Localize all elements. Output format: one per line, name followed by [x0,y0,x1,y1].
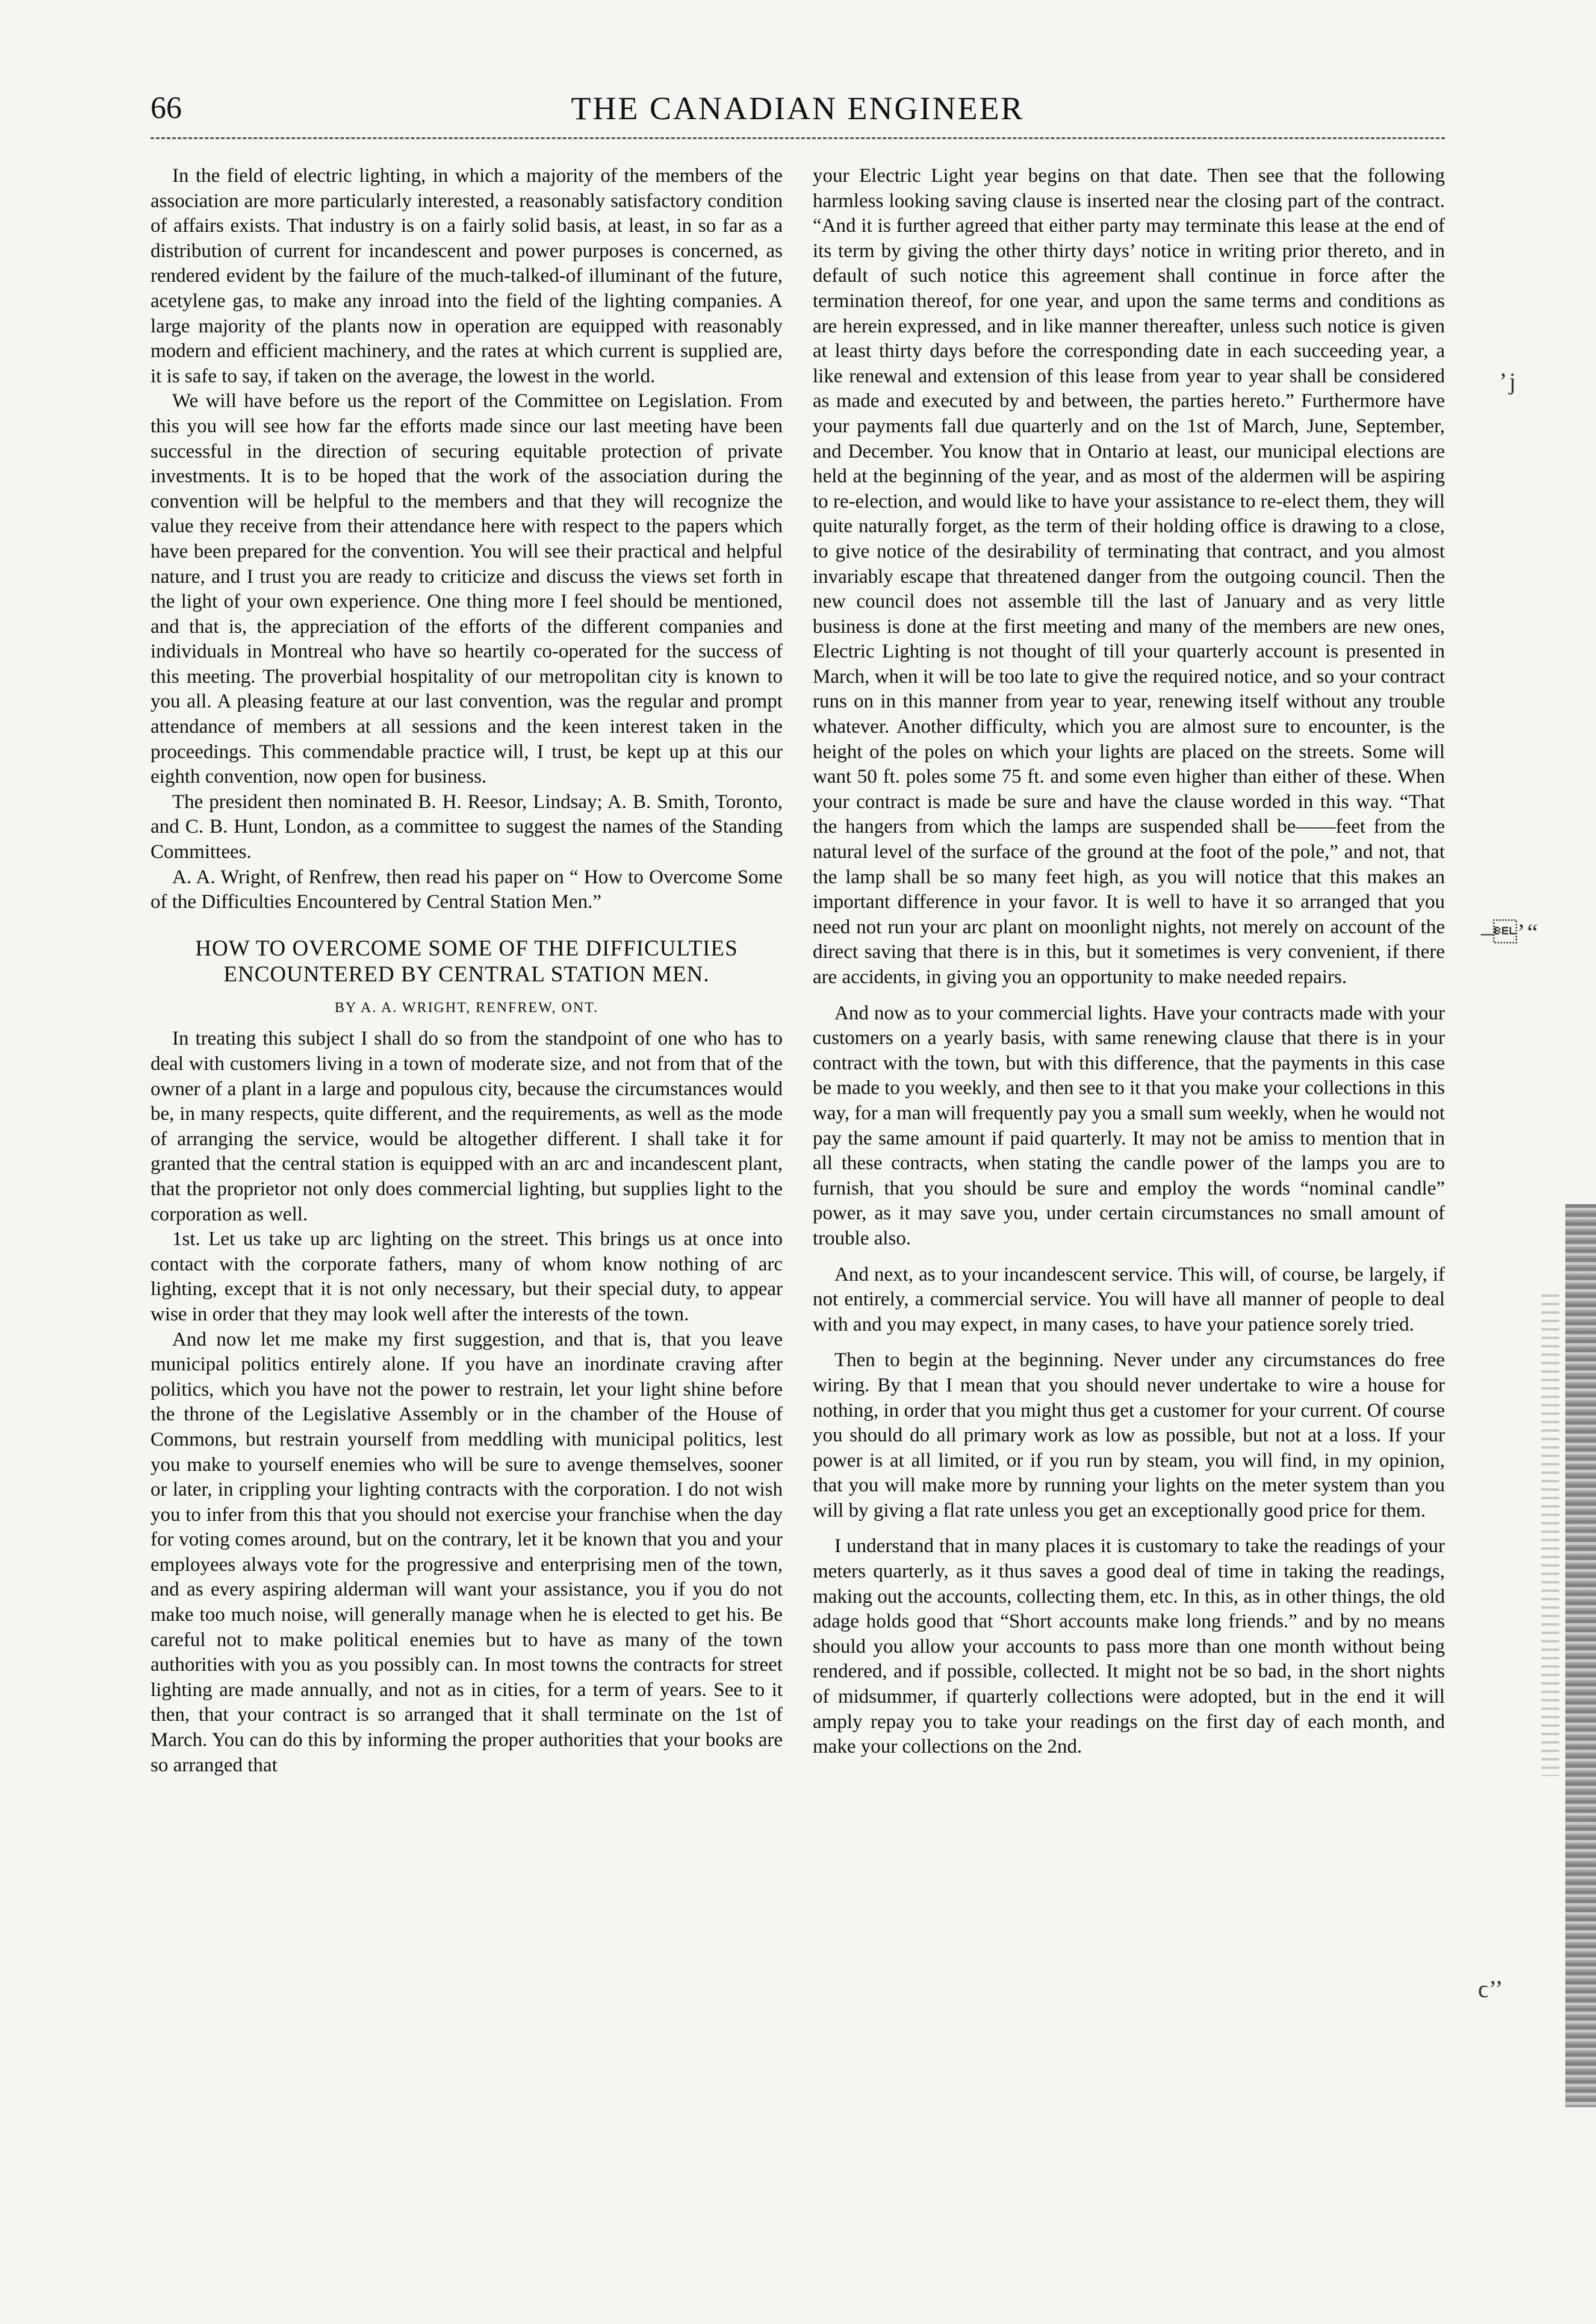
paragraph: And now as to your commercial lights. Have your contracts made with your customers on a yearly basis, with same renewing clause that there is in your contract with the town, but with this difference, that the payments in this case be made to you weekly, and then see to it that you make your collections in this way, for a man will frequently pay you a small sum weekly, when he would not pay the same amount if paid quarterly. It may not be amiss to mention that in all these contracts, when stating the candle power of the lamps you are to furnish, that you should be sure and employ the words “nominal candle” power, as it may save you, under certain circumstances no small amount of trouble also. [813,1002,1445,1249]
left-column [151,164,783,1778]
paragraph: A. A. Wright, of Renfrew, then read his paper on “ How to Overcome Some of the Difficulties Encountered by Central Station Men.” [151,866,783,913]
article-title: HOW TO OVERCOME SOME OF THE DIFFICULTIES ENCOUNTERED BY CENTRAL STATION MEN. [195,936,738,987]
paragraph: Then to begin at the beginning. Never under any circumstances do free wiring. By that I mean that you should never undertake to wire a house for nothing, in order that you might thus get a customer for your current. Of course you should do all primary work as low as possible, but not at a loss. If your power is at all limited, or if you run by steam, you will find, in my opinion, that you will make more by running your lights on the meter system than you will by giving a flat rate unless you get an exceptionally good price for them. [813,1349,1445,1521]
header-rule [151,137,1445,139]
margin-mark: ϲ’’ [1478,1975,1503,2002]
paragraph: your Electric Light year begins on that date. Then see that the following harmless looking saving clause is inserted near the closing part of the contract. “And it is further agreed that either party may terminate this lease at the end of its term by giving the other thirty days’ notice in writing prior thereto, and in default of such notice this agreement shall continue in force after the termination thereof, for one year, and upon the same terms and conditions as are herein expressed, and in like manner thereafter, unless such notice is given at least thirty days before the corresponding date in each succeeding year, a like renewal and extension of this lease from year to year shall be considered as made and executed by and between, the parties hereto.” Furthermore have your payments fall due quarterly and on the 1st of March, June, September, and December. You know that in Ontario at least, our municipal elections are held at the beginning of the year, and as most of the aldermen will be aspiring to re-election, and would like to have your assistance to re-elect them, they will quite naturally forget, as the term of their holding office is drawing to a close, to give notice of the desirability of terminating that contract, and you almost invariably escape that threatened danger from the outgoing council. Then the new council does not assemble till the last of January and as very little business is done at the first meeting and many of the members are new ones, Electric Lighting is not thought of till your quarterly account is presented in March, when it will be too late to give the required notice, and so your contract runs on in this manner from year to year, renewing itself without any trouble whatever. Another difficulty, which you are almost sure to encounter, is the height of the poles on which your lights are placed on the streets. Some will want 50 ft. poles some 75 ft. and some even higher than either of these. When your contract is made be sure and have the clause worded in this way. “That the hangers from which the lamps are suspended shall be——feet from the natural level of the surface of the ground at the foot of the pole,” and not, that the lamp shall be so many feet high, as you will notice that this makes an important difference in your favor. It is well to have it so arranged that you need not run your arc plant on moonlight nights, not merely on account of the direct saving that there is in this, but it sometimes is very convenient, if there are accidents, in giving you an opportunity to make needed repairs. [813,165,1445,988]
paragraph: 1st. Let us take up arc lighting on the street. This brings us at once into contact with the corporate fathers, many of whom know nothing of arc lighting, except that it is not only necessary, but their special duty, to appear wise in order that they may look well after the interests of the town. [151,1228,783,1325]
article-byline: BY A. A. WRIGHT, RENFREW, ONT. [334,999,599,1016]
margin-mark: ’ ϳ [1499,368,1516,395]
page-number: 66 [151,91,182,125]
margin-mark: –’ “ [1481,919,1538,946]
paragraph: And now let me make my first suggestion, and that is, that you leave municipal politics entirely alone. If you have an inordinate craving after politics, which you have not the power to restrain, let your light shine before the throne of the Legislative Assembly or in the chamber of the House of Commons, but restrain yourself from meddling with municipal politics, lest you make to yourself enemies who will be sure to avenge themselves, sooner or later, in crippling your lighting contracts with the corporation. I do not wish you to infer from this that you should not exercise your franchise when the day for voting comes around, but on the contrary, let it be known that you and your employees always vote for the progressive and enterprising men of the town, and as every aspiring alderman will want your assistance, you if you do not make too much noise, will generally manage when he is elected to get his. Be careful not to make political enemies but to have as many of the town authorities with you as you possibly can. In most towns the contracts for street lighting are made annually, and not as in cities, for a term of years. See to it then, that your contract is so arranged that it shall terminate on the 1st of March. You can do this by informing the proper authorities that your books are so arranged that [151,1328,783,1776]
paragraph: We will have before us the report of the Committee on Legislation. From this you will see how far the efforts made since our last meeting have been successful in the direction of securing equitable protection of private investments. It is to be hoped that the work of the association during the convention will be helpful to the members and that they will recognize the value they receive from their attendance here with respect to the papers which have been prepared for the convention. You will see their practical and helpful nature, and I trust you are ready to criticize and discuss the views set forth in the light of your own experience. One thing more I feel should be mentioned, and that is, the appreciation of the efforts of the different companies and individuals in Montreal who have so heartily co-operated for the success of this meeting. The proverbial hospitality of our metropolitan city is known to you all. A pleasing feature at our last convention, was the regular and prompt attendance of members at all sessions and the keen interest taken in the proceedings. This commendable practice will, I trust, be kept up at this our eighth convention, now open for business. [151,390,783,788]
journal-title: THE CANADIAN ENGINEER [571,90,1025,126]
paragraph: I understand that in many places it is customary to take the readings of your meters quarterly, as it thus saves a good deal of time in taking the readings, making out the accounts, collecting them, etc. In this, as in other things, the old adage holds good that “Short accounts make long friends.” and by no means should you allow your accounts to pass more than one month without being rendered, and if possible, collected. It might not be so bad, in the short nights of midsummer, if quarterly collections were adopted, but in the end it will amply repay you to take your readings on the first day of each month, and make your collections on the 2nd. [813,1535,1445,1758]
paragraph: In the field of electric lighting, in which a majority of the members of the association are more particularly interested, a reasonably satisfactory condition of affairs exists. That industry is on a fairly solid basis, at least, in so far as a distribution of current for incandescent and power purposes is concerned, as rendered evident by the failure of the much-talked-of illuminant of the future, acetylene gas, to make any inroad into the field of the lighting companies. A large majority of the plants now in operation are equipped with reasonably modern and efficient machinery, and the rates at which current is supplied are, it is safe to say, if taken on the average, the lowest in the world. [151,165,783,387]
paragraph: In treating this subject I shall do so from the standpoint of one who has to deal with customers living in a town of moderate size, and not from that of the owner of a plant in a large and populous city, because the circumstances would be, in many respects, quite different, and the requirements, as well as the mode of arranging the service, would be altogether different. I shall take it for granted that the central station is equipped with an arc and incandescent plant, that the proprietor not only does commercial lighting, but supplies light to the corporation as well. [151,1028,783,1225]
right-column [813,164,1445,1760]
page-edge-noise [1541,1294,1559,1776]
page-edge-strip [1565,1204,1596,2107]
paragraph: The president then nominated B. H. Reesor, Lindsay; A. B. Smith, Toronto, and C. B. Hunt, London, as a committee to suggest the names of the Standing Committees. [151,791,783,863]
paragraph: And next, as to your incandescent service. This will, of course, be largely, if not entirely, a commercial service. You will have all manner of people to deal with and you may expect, in many cases, to have your patience sorely tried. [813,1263,1445,1335]
page-header [151,84,1445,138]
